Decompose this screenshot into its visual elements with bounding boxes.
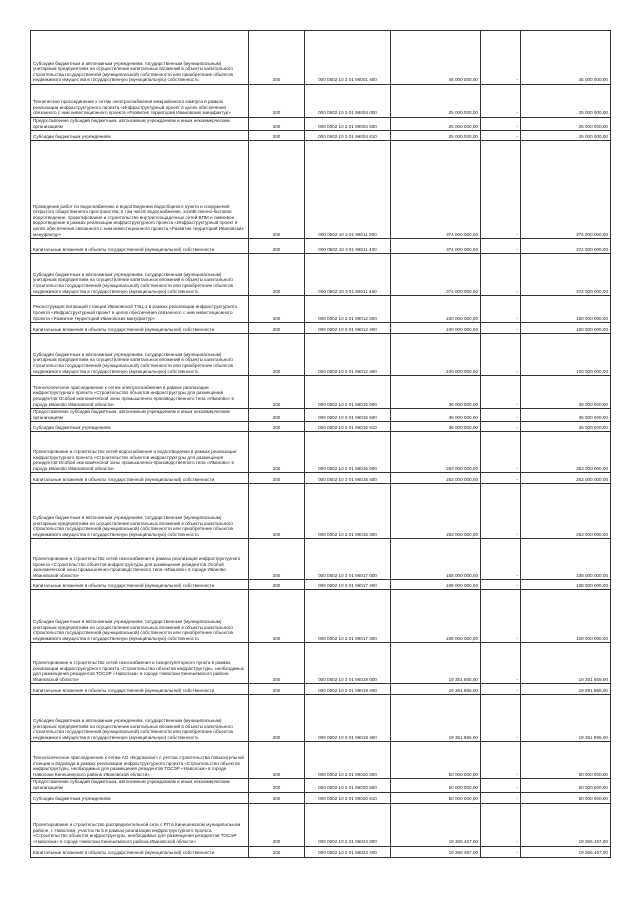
row-kbk-cell: 000 0502 10 3 01 96019 460 <box>305 695 391 742</box>
row-code-cell: 200 <box>249 422 305 432</box>
row-code-cell: 200 <box>249 296 305 323</box>
row-change-cell: - <box>481 695 521 742</box>
row-code-cell: 200 <box>249 141 305 239</box>
row-total-cell: 263 000 000,00 <box>521 484 611 539</box>
row-code-cell: 200 <box>249 409 305 422</box>
row-code-cell: 200 <box>249 376 305 409</box>
row-amount-cell: 36 000 000,00 <box>391 422 481 432</box>
row-total-cell: 19 351 855,00 <box>521 684 611 695</box>
row-change-cell: - <box>481 131 521 141</box>
row-kbk-cell: 000 0502 10 3 01 96020 000 <box>305 742 391 779</box>
row-code-cell: 200 <box>249 539 305 580</box>
row-total-cell: 19 351 855,00 <box>521 643 611 684</box>
row-total-cell: 19 366 457,00 <box>521 846 611 857</box>
row-name-cell: Технологическое присоединение к сетям электроснабжения в рамках реализации инфраструктурного проекта «Строительство объектов инфраструктуры для размещения резидентов Особой экономической зоны промышленно-производственного типа «Иваново» в городе Иваново Ивановской области» <box>31 376 249 409</box>
row-code-cell: 200 <box>249 590 305 643</box>
table-row <box>31 846 611 857</box>
row-total-cell: 108 000 000,00 <box>521 590 611 643</box>
table-row <box>31 239 611 254</box>
table-row <box>31 803 611 846</box>
row-total-cell: 100 000 000,00 <box>521 334 611 376</box>
row-kbk-cell: 000 0502 10 3 01 96017 400 <box>305 580 391 590</box>
row-name-cell: Субсидии бюджетным учреждениям <box>31 792 249 803</box>
table-row <box>31 85 611 118</box>
row-code-cell: 200 <box>249 323 305 334</box>
row-kbk-cell: 000 0502 10 3 01 96011 400 <box>305 239 391 254</box>
row-change-cell: - <box>481 409 521 422</box>
row-name-cell: Капитальные вложения в объекты государственной (муниципальной) собственности <box>31 239 249 254</box>
row-change-cell: - <box>481 31 521 85</box>
row-code-cell: 200 <box>249 779 305 792</box>
table-row <box>31 590 611 643</box>
row-amount-cell: 50 000 000,00 <box>391 779 481 792</box>
table-row <box>31 473 611 484</box>
row-kbk-cell: 000 0502 10 3 01 96019 000 <box>305 643 391 684</box>
row-code-cell: 200 <box>249 643 305 684</box>
row-name-cell: Капитальные вложения в объекты государственной (муниципальной) собственности <box>31 473 249 484</box>
row-amount-cell: 19 366 457,00 <box>391 846 481 857</box>
row-code-cell: 200 <box>249 792 305 803</box>
table-row <box>31 296 611 323</box>
row-kbk-cell: 000 0502 10 3 01 96024 400 <box>305 846 391 857</box>
row-amount-cell: 36 000 000,00 <box>391 376 481 409</box>
row-change-cell: - <box>481 742 521 779</box>
row-amount-cell: 25 000 000,00 <box>391 118 481 131</box>
row-amount-cell: 50 000 000,00 <box>391 792 481 803</box>
row-total-cell: 25 000 000,00 <box>521 118 611 131</box>
row-kbk-cell: 000 0502 10 3 01 96017 000 <box>305 539 391 580</box>
row-code-cell: 200 <box>249 473 305 484</box>
row-kbk-cell: 000 0502 10 3 01 96016 000 <box>305 432 391 473</box>
row-change-cell: - <box>481 254 521 296</box>
row-total-cell: 50 000 000,00 <box>521 792 611 803</box>
table-row <box>31 254 611 296</box>
row-code-cell: 200 <box>249 432 305 473</box>
table-row <box>31 695 611 742</box>
row-name-cell: Субсидии бюджетным и автономным учреждениям, государственным (муниципальным) унитарным предприятиям на осуществление капитальных вложений в объекты капитального строительства государственной (муниципальной) собственности или приобретение объектов недвижимого имущества в государственную (муниципальную) собственность <box>31 590 249 643</box>
table-row <box>31 432 611 473</box>
row-amount-cell: 108 000 000,00 <box>391 539 481 580</box>
row-amount-cell: 263 000 000,00 <box>391 484 481 539</box>
row-code-cell: 200 <box>249 254 305 296</box>
table-row <box>31 422 611 432</box>
row-change-cell: - <box>481 580 521 590</box>
row-change-cell: - <box>481 792 521 803</box>
row-amount-cell: 100 000 000,00 <box>391 296 481 323</box>
row-total-cell: 36 000 000,00 <box>521 409 611 422</box>
row-total-cell: 100 000 000,00 <box>521 323 611 334</box>
row-name-cell: Проектирование и строительство сетей водоснабжения и водоотведения в рамках реализации инфраструктурного проекта «Строительство объектов инфраструктуры для размещения резидентов Особой экономической зоны промышленно-производственного типа «Иваново» в городе Иваново Ивановской области» <box>31 432 249 473</box>
row-change-cell: - <box>481 422 521 432</box>
row-name-cell: Субсидии бюджетным и автономным учреждениям, государственным (муниципальным) унитарным предприятиям на осуществление капитальных вложений в объекты капитального строительства государственной (муниципальной) собственности или приобретение объектов недвижимого имущества в государственную (муниципальную) собственность <box>31 484 249 539</box>
row-code-cell: 200 <box>249 31 305 85</box>
row-amount-cell: 263 000 000,00 <box>391 432 481 473</box>
row-kbk-cell: 000 0502 10 3 01 96019 400 <box>305 684 391 695</box>
row-kbk-cell: 000 0502 10 3 01 96015 610 <box>305 422 391 432</box>
row-change-cell: - <box>481 141 521 239</box>
row-change-cell: - <box>481 473 521 484</box>
row-total-cell: 100 000 000,00 <box>521 296 611 323</box>
row-change-cell: - <box>481 296 521 323</box>
table-row <box>31 31 611 85</box>
row-kbk-cell: 000 0502 10 3 01 96004 600 <box>305 118 391 131</box>
row-kbk-cell: 000 0502 10 3 01 96024 000 <box>305 803 391 846</box>
row-total-cell: 19 351 855,00 <box>521 695 611 742</box>
row-kbk-cell: 000 0502 10 3 01 96012 400 <box>305 323 391 334</box>
table-row <box>31 779 611 792</box>
budget-table-page <box>30 30 610 858</box>
row-change-cell: - <box>481 323 521 334</box>
row-change-cell: - <box>481 643 521 684</box>
row-change-cell: - <box>481 376 521 409</box>
row-name-cell: Капитальные вложения в объекты государственной (муниципальной) собственности <box>31 684 249 695</box>
row-amount-cell: 108 000 000,00 <box>391 590 481 643</box>
row-name-cell: Предоставление субсидий бюджетным, автономным учреждениям и иным некоммерческим организациям <box>31 779 249 792</box>
table-row <box>31 409 611 422</box>
row-code-cell: 200 <box>249 846 305 857</box>
row-amount-cell: 100 000 000,00 <box>391 323 481 334</box>
row-total-cell: 374 000 000,00 <box>521 254 611 296</box>
row-code-cell: 200 <box>249 334 305 376</box>
row-name-cell: Проведение работ по водоснабжению и водоотведению водосборного пункта и сооружений открытого общественного пространства, в том числе водоснабжение, хозяйственно-бытовое водоотведение, проектирование и строительство внутриплощадочных сетей ВПМ и ливневое водоотведение в рамках реализации инфраструктурного проекта «Инфраструктурный проект в целях обеспечения связанного с ним инвестиционного проекта «Развитие территорий Ивановских мануфактур» <box>31 141 249 239</box>
row-code-cell: 200 <box>249 118 305 131</box>
row-name-cell: Предоставление субсидий бюджетным, автономным учреждениям и иным некоммерческим организациям <box>31 409 249 422</box>
table-row <box>31 118 611 131</box>
row-kbk-cell: 000 0502 10 3 01 96001 460 <box>305 31 391 85</box>
table-row <box>31 643 611 684</box>
budget-table <box>30 30 611 858</box>
table-row <box>31 131 611 141</box>
row-name-cell: Технологическое присоединение к сетям АО «Водоканал» с учетом строительства повысительной станции и водовода в рамках реализации инфраструктурного проекта «Строительство объектов инфраструктуры, необходимых для размещения резидентов ТОСЭР «Наволоки» в городе Наволоки Кинешемского района Ивановской области» <box>31 742 249 779</box>
row-amount-cell: 50 000 000,00 <box>391 742 481 779</box>
row-total-cell: 50 000 000,00 <box>521 779 611 792</box>
row-kbk-cell: 000 0502 10 3 01 96020 610 <box>305 792 391 803</box>
row-name-cell: Капитальные вложения в объекты государственной (муниципальной) собственности <box>31 846 249 857</box>
row-code-cell: 200 <box>249 580 305 590</box>
row-total-cell: 36 000 000,00 <box>521 376 611 409</box>
table-row <box>31 141 611 239</box>
table-row <box>31 580 611 590</box>
row-name-cell: Субсидии бюджетным и автономным учреждениям, государственным (муниципальным) унитарным предприятиям на осуществление капитальных вложений в объекты капитального строительства государственной (муниципальной) собственности или приобретение объектов недвижимого имущества в государственную (муниципальную) собственность <box>31 695 249 742</box>
row-total-cell: 263 000 000,00 <box>521 473 611 484</box>
row-kbk-cell: 000 0502 10 3 01 96004 610 <box>305 131 391 141</box>
row-amount-cell: 45 000 000,00 <box>391 31 481 85</box>
row-name-cell: Предоставление субсидий бюджетным, автономным учреждениям и иным некоммерческим организациям <box>31 118 249 131</box>
row-change-cell: - <box>481 779 521 792</box>
row-change-cell: - <box>481 803 521 846</box>
row-total-cell: 36 000 000,00 <box>521 422 611 432</box>
table-row <box>31 484 611 539</box>
row-change-cell: - <box>481 846 521 857</box>
row-amount-cell: 100 000 000,00 <box>391 334 481 376</box>
budget-table-body <box>31 31 611 858</box>
table-row <box>31 376 611 409</box>
row-name-cell: Капитальные вложения в объекты государственной (муниципальной) собственности <box>31 580 249 590</box>
row-kbk-cell: 000 0502 10 3 01 96015 000 <box>305 376 391 409</box>
row-kbk-cell: 000 0502 10 3 01 96020 600 <box>305 779 391 792</box>
row-amount-cell: 374 000 000,00 <box>391 239 481 254</box>
row-code-cell: 200 <box>249 742 305 779</box>
row-kbk-cell: 000 0502 10 3 01 96016 400 <box>305 473 391 484</box>
row-amount-cell: 19 351 855,00 <box>391 684 481 695</box>
row-amount-cell: 25 000 000,00 <box>391 85 481 118</box>
table-row <box>31 742 611 779</box>
table-row <box>31 684 611 695</box>
row-kbk-cell: 000 0502 10 3 01 96012 460 <box>305 334 391 376</box>
row-amount-cell: 19 366 457,00 <box>391 803 481 846</box>
row-amount-cell: 374 000 000,00 <box>391 141 481 239</box>
row-kbk-cell: 000 0502 10 3 01 96016 460 <box>305 484 391 539</box>
row-amount-cell: 263 000 000,00 <box>391 473 481 484</box>
row-name-cell: Проектирование и строительство распределительной сети с РП в Кинешемском муниципальном районе, г. Наволоки, участок № 5 в рамках реализации инфраструктурного проекта «Строительство объектов инфраструктуры, необходимых для размещения резидентов ТОСЭР «Наволоки» в городе Наволоки Кинешемского района Ивановской области» <box>31 803 249 846</box>
row-total-cell: 108 000 000,00 <box>521 580 611 590</box>
row-change-cell: - <box>481 85 521 118</box>
row-total-cell: 374 000 000,00 <box>521 239 611 254</box>
row-name-cell: Субсидии бюджетным учреждениям <box>31 422 249 432</box>
table-row <box>31 323 611 334</box>
row-amount-cell: 25 000 000,00 <box>391 131 481 141</box>
table-row <box>31 334 611 376</box>
row-name-cell: Техническое присоединение к сетям электроснабжения межрайонного кампуса в рамках реализации инфраструктурного проекта «Инфраструктурный проект в целях обеспечения связанного с ним инвестиционного проекта «Развитие территорий Ивановских мануфактур» <box>31 85 249 118</box>
row-name-cell: Реконструкция питающей станции Ивановской ТЭЦ-1 в рамках реализации инфраструктурного проекта «Инфраструктурный проект в целях обеспечения связанного с ним инвестиционного проекта «Развитие территорий Ивановских мануфактур» <box>31 296 249 323</box>
row-total-cell: 108 000 000,00 <box>521 539 611 580</box>
row-total-cell: 263 000 000,00 <box>521 432 611 473</box>
row-code-cell: 200 <box>249 803 305 846</box>
table-row <box>31 539 611 580</box>
row-name-cell: Субсидии бюджетным и автономным учреждениям, государственным (муниципальным) унитарным предприятиям на осуществление капитальных вложений в объекты капитального строительства государственной (муниципальной) собственности или приобретение объектов недвижимого имущества в государственную (муниципальную) собственность <box>31 31 249 85</box>
row-change-cell: - <box>481 239 521 254</box>
row-total-cell: 25 000 000,00 <box>521 131 611 141</box>
row-code-cell: 200 <box>249 85 305 118</box>
row-name-cell: Проектирование и строительство сетей газоснабжения в рамках реализации инфраструктурного проекта «Строительство объектов инфраструктуры для размещения резидентов Особой экономической зоны промышленно-производственного типа «Иваново» в городе Иваново Ивановской области» <box>31 539 249 580</box>
row-code-cell: 200 <box>249 239 305 254</box>
row-change-cell: - <box>481 590 521 643</box>
row-total-cell: 19 366 457,00 <box>521 803 611 846</box>
table-row <box>31 792 611 803</box>
row-change-cell: - <box>481 432 521 473</box>
row-kbk-cell: 000 0502 10 3 01 96011 460 <box>305 254 391 296</box>
row-change-cell: - <box>481 484 521 539</box>
row-name-cell: Субсидии бюджетным и автономным учреждениям, государственным (муниципальным) унитарным предприятиям на осуществление капитальных вложений в объекты капитального строительства государственной (муниципальной) собственности или приобретение объектов недвижимого имущества в государственную (муниципальную) собственность <box>31 334 249 376</box>
row-name-cell: Проектирование и строительство сетей газоснабжения и газорегуляторного пункта в рамках реализации инфраструктурного проекта «Строительство объектов инфраструктуры, необходимых для размещения резидентов ТОСЭР «Наволоки» в городе Наволоки Кинешемского района Ивановской области» <box>31 643 249 684</box>
row-change-cell: - <box>481 539 521 580</box>
row-amount-cell: 19 351 855,00 <box>391 695 481 742</box>
row-name-cell: Субсидии бюджетным и автономным учреждениям, государственным (муниципальным) унитарным предприятиям на осуществление капитальных вложений в объекты капитального строительства государственной (муниципальной) собственности или приобретение объектов недвижимого имущества в государственную (муниципальную) собственность <box>31 254 249 296</box>
row-amount-cell: 374 000 000,00 <box>391 254 481 296</box>
row-code-cell: 200 <box>249 131 305 141</box>
row-code-cell: 200 <box>249 484 305 539</box>
row-total-cell: 45 000 000,00 <box>521 31 611 85</box>
row-kbk-cell: 000 0502 10 3 01 96011 000 <box>305 141 391 239</box>
row-change-cell: - <box>481 684 521 695</box>
row-name-cell: Субсидии бюджетным учреждениям <box>31 131 249 141</box>
row-amount-cell: 36 000 000,00 <box>391 409 481 422</box>
row-code-cell: 200 <box>249 695 305 742</box>
row-amount-cell: 108 000 000,00 <box>391 580 481 590</box>
row-change-cell: - <box>481 334 521 376</box>
row-kbk-cell: 000 0502 10 3 01 96012 000 <box>305 296 391 323</box>
row-kbk-cell: 000 0502 10 3 01 96015 600 <box>305 409 391 422</box>
row-change-cell: - <box>481 118 521 131</box>
row-total-cell: 50 000 000,00 <box>521 742 611 779</box>
row-total-cell: 25 000 000,00 <box>521 85 611 118</box>
row-total-cell: 374 000 000,00 <box>521 141 611 239</box>
row-kbk-cell: 000 0502 10 3 01 96017 460 <box>305 590 391 643</box>
row-kbk-cell: 000 0502 10 3 01 96004 000 <box>305 85 391 118</box>
row-amount-cell: 19 351 855,00 <box>391 643 481 684</box>
row-name-cell: Капитальные вложения в объекты государственной (муниципальной) собственности <box>31 323 249 334</box>
row-code-cell: 200 <box>249 684 305 695</box>
